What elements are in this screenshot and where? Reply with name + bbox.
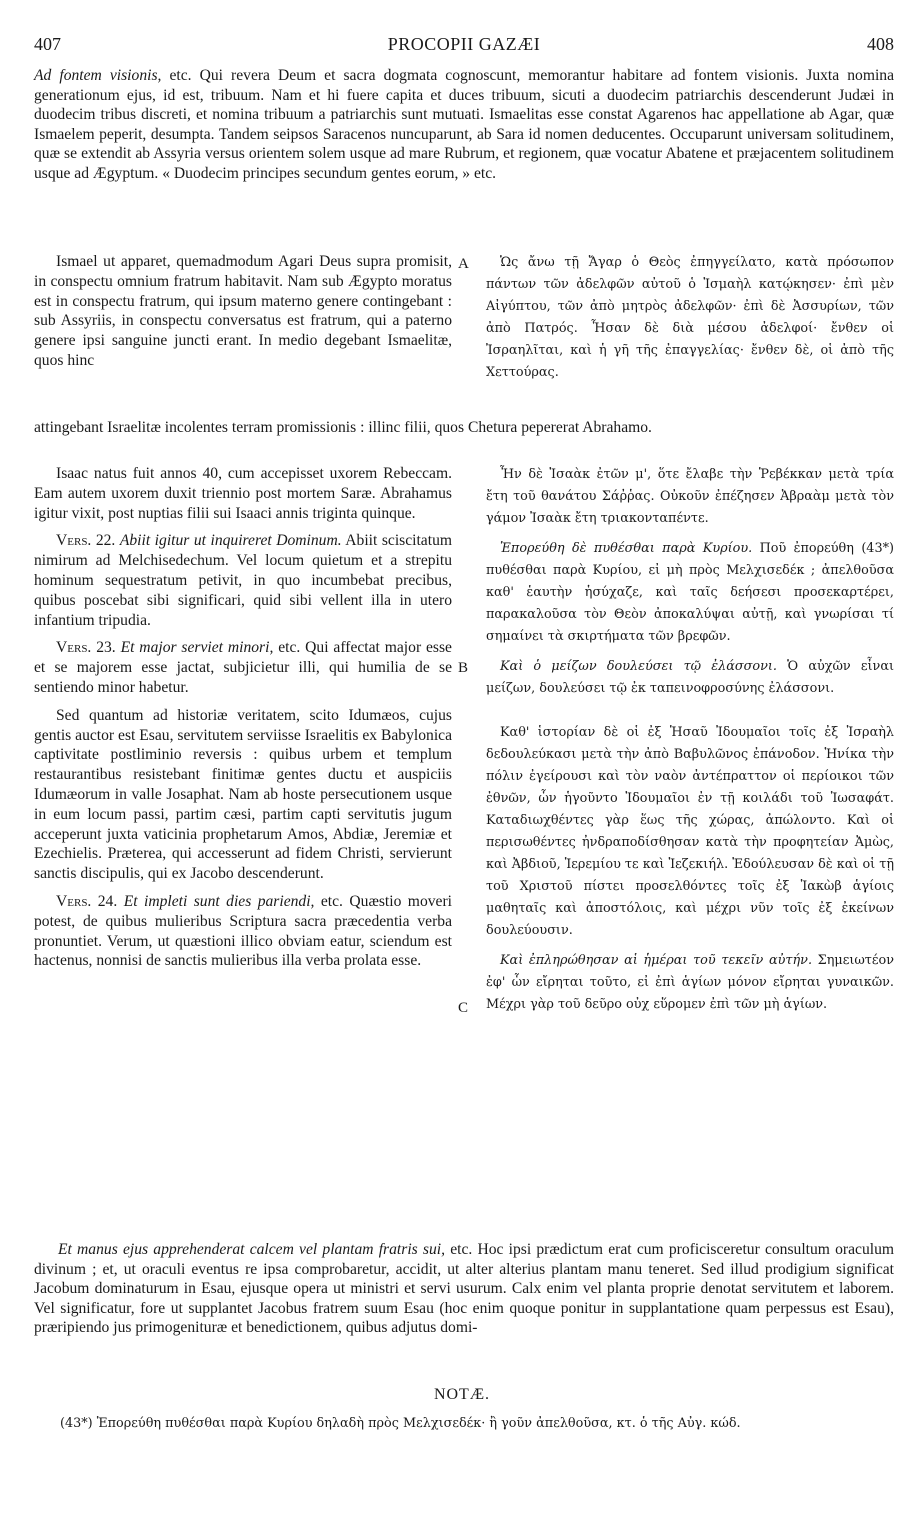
vers24-lemma: Et impleti sunt dies pariendi, <box>123 892 315 910</box>
vers24-text: etc. Quæstio moveri potest, de quibus mulieribus Scriptura sacra præcedentia verba pronuntiet. Verum, ut quæstioni illico obviam eatur, sciendum est hactenus, nonnisi de sanctis mulieribus illa verba prolata esse. <box>34 892 452 970</box>
notes-heading: NOTÆ. <box>433 1386 491 1403</box>
bottom-text: etc. Hoc ipsi prædictum erat cum proficisceretur consultum oraculum divinum ; et, ut oraculi eventus re ipsa comprobaretur, accidit, ut alter alterius plantam manu teneret. Sed illud prodigium significat Jacobum dominaturum in Esau, ejusque opera ut ministri et servi usurum. Calx enim vel planta proprie denotat servitutem et laborem. Vel significatur, fore ut supplantet Jacobus fratrem suum Esau (hoc enim quoque ponitur in supplantatione quam perpessus est Esau), præripiendo jus primogenituræ et benedictionem, quibus adjutus domi- <box>34 1241 895 1337</box>
latin-paragraph-isaac: Isaac natus fuit annos 40, cum accepisset uxorem Rebeccam. Eam autem uxorem duxit triennio post mortem Saræ. Abrahamus igitur vixit, post nuptias filii sui Isaaci annis triginta quinque. <box>34 465 452 522</box>
span-line: attingebant Israelitæ incolentes terram promissionis : illinc filii, quos Chetura pepererat Abrahamo. <box>34 419 652 436</box>
page-number-right: 408 <box>867 34 894 54</box>
latin-paragraph-vers22 <box>34 531 452 630</box>
greek-paragraph-isaac: Ἦν δὲ Ἰσαὰκ ἐτῶν μ', ὅτε ἔλαβε τὴν Ῥεβέκκαν μετὰ τρία ἔτη τοῦ θανάτου Σάῤῥας. Οὐκοῦν ἐπέζησεν Ἀβραὰμ μετὰ τὸν γάμον Ἰσαὰκ ἔτη τριακονταπέντε. <box>486 467 894 526</box>
bottom-paragraph-block <box>34 1240 894 1338</box>
margin-marker-a: A <box>458 256 469 272</box>
vers23-label: Vers. 23. <box>56 639 116 657</box>
vers22-lemma: Abiit igitur ut inquireret Dominum. <box>119 532 342 550</box>
latin-column-1 <box>34 252 452 379</box>
margin-marker-c: C <box>458 1000 469 1016</box>
greek-paragraph-historia: Καθ' ἱστορίαν δὲ οἱ ἐξ Ἡσαῦ Ἰδουμαῖοι τοῖς ἐξ Ἰσραὴλ δεδουλεύκασι μετὰ τὴν ἀπὸ Βαβυλῶνος ἐπάνοδον. Ἡνίκα τὴν πόλιν ἐγείρουσι καὶ τὸν ναὸν ἀντέπραττον οἱ περίοικοι τῶν ἐθνῶν, ὧν ἡγοῦντο Ἰδουμαῖοι ἐν τῇ κοιλάδι τοῦ Ἰωσαφάτ. Καταδιωχθέντες γὰρ ἕως τῆς χώρας, ἀπώλοντο. Καὶ οἱ περισωθέντες ἠνδραποδίσθησαν κατὰ τὴν προφητείαν Ἀμὼς, καὶ Ἀβδιοῦ, Ἱερεμίου τε καὶ Ἰεζεκιήλ. Ἐδούλευσαν δὲ καὶ οἱ τῇ τοῦ Χριστοῦ πίστει προσελθόντες τοῖς ἐξ Ἰακὼβ ἁγίοις μαθηταῖς καὶ ἀποστόλοις, καὶ μέχρι νῦν τοῖς ἐξ ἐκείνων δουλεύουσιν. <box>486 725 894 938</box>
vers23-text: etc. Qui affectat major esse et se majorem esse jactat, subjicietur illi, qui humilia de se sentiendo minor habetur. <box>34 639 452 696</box>
latin-paragraph-vers23 <box>34 638 452 697</box>
latin-column-2 <box>34 464 452 979</box>
top-lemma: Ad fontem visionis, <box>34 67 162 84</box>
vers24-label: Vers. 24. <box>56 892 118 910</box>
latin-paragraph-vers24 <box>34 892 452 971</box>
latin-paragraph-ismael: Ismael ut apparet, quemadmodum Agari Deus supra promisit, in conspectu omnium fratrum habitavit. Nam sub Ægypto moratus est in conspectu fratrum, qui ipsum materno genere contingebant : sub Assyriis, in conspectu conversatus est fratrum, qui a paterno genere ipsi sanguine juncti erant. In medio degebant Ismaelitæ, quos hinc <box>34 253 452 369</box>
greek-column-2 <box>486 464 894 1024</box>
bottom-paragraph <box>34 1240 894 1338</box>
running-title: PROCOPII GAZÆI <box>387 34 541 54</box>
greek-paragraph-eplerothesan <box>486 950 894 1016</box>
greek-lemma-meizon: Καὶ ὁ μείζων δουλεύσει τῷ ἐλάσσονι. <box>500 659 777 674</box>
top-text: etc. Qui revera Deum et sacra dogmata cognoscunt, memorantur habitare ad fontem visionis. Juxta nomina generationum ejus, id est, tribuum. Nam et hi fuere capita et duces tribuum, sicuti a duodecim patriarchis descenderunt Judæi in duodecim tribus discreti, et nomina tribuum a patriarchis sunt mutuati. Ismaelitas esse constat Agarenos hac appellatione ab Agar, quæ Ismaelem peperit, desumpta. Tandem seipsos Saracenos nuncuparunt, ab Sara id nomen deducentes. Occuparunt universam solitudinem, quæ se extendit ab Assyria versus orientem solem usque ad mare Rubrum, et regionem, quæ vocatur Abatene et præjacentem solitudinem usque ad Ægyptum. « Duodecim principes secundum gentes eorum, » etc. <box>34 67 895 182</box>
running-header <box>34 34 894 58</box>
top-paragraph-block <box>34 66 894 184</box>
vers22-label: Vers. 22. <box>56 532 116 550</box>
margin-marker-b: B <box>458 660 469 676</box>
greek-paragraph-agar: Ὡς ἄνω τῇ Ἄγαρ ὁ Θεὸς ἐπηγγείλατο, κατὰ πρόσωπον πάντων τῶν ἀδελφῶν αὐτοῦ ὁ Ἰσμαὴλ κατῴκησεν· ἐπὶ μὲν Αἰγύπτου, τῶν ἀπὸ μητρὸς ἀδελφῶν· ἐπὶ δὲ Ἀσσυρίων, τῶν ἀπὸ Πατρός. Ἦσαν δὲ διὰ μέσου ἀδελφοί· ἔνθεν οἱ Ἰσραηλῖται, καὶ ἡ γῆ τῆς ἐπαγγελίας· ἔνθεν δὲ, οἱ ἀπὸ τῆς Χεττούρας. <box>486 255 894 380</box>
vers23-lemma: Et major serviet minori, <box>120 639 274 657</box>
bottom-lemma: Et manus ejus apprehenderat calcem vel plantam fratris sui, <box>58 1241 446 1258</box>
greek-paragraph-meizon <box>486 656 894 700</box>
footnote-43: (43*) Ἐπορεύθη πυθέσθαι παρὰ Κυρίου δηλαδὴ πρὸς Μελχισεδέκ· ἢ γοῦν ἀπελθοῦσα, κτ. ὁ τῆς Αὐγ. κώδ. <box>60 1416 741 1431</box>
top-paragraph <box>34 66 894 184</box>
greek-text-meizon: Ὁ αὐχῶν εἶναι μείζων, δουλεύσει τῷ ἐκ ταπεινοφροσύνης ἐλάσσονι. <box>486 659 894 696</box>
page-number-left: 407 <box>34 34 61 54</box>
span-line-block <box>34 418 894 438</box>
greek-text-eplerothesan: Σημειωτέον ἐφ' ὧν εἴρηται τοῦτο, εἰ ἐπὶ ἁγίων μόνον εἴρηται γυναικῶν. Μέχρι γὰρ τοῦ δεῦρο οὐχ εὕρομεν ἐπὶ τῶν μὴ ἁγίων. <box>486 953 894 1012</box>
greek-lemma-eporeuthe: Ἐπορεύθη δὲ πυθέσθαι παρὰ Κυρίου. <box>500 541 753 556</box>
vers22-text: Abiit sciscitatum nimirum ad Melchisedechum. Vel locum quietum et a strepitu hominum sequestratum petivit, in quo incumbebat precibus, quibus poscebat sibi significari, quid sibi vellent illa in utero infantium tripudia. <box>34 532 452 629</box>
latin-paragraph-sed: Sed quantum ad historiæ veritatem, scito Idumæos, cujus gentis auctor est Esau, servitutem serviisse Israelitis ex Babylonica captivitate postliminio reversis : quibus urbem et templum restaurantibus resistebant finitimæ gentes ductu et auspiciis Idumæorum in valle Josaphat. Nam ab hoste persecutionem usque in eum locum passi, partim cæsi, partim capti servitutis jugum acceperunt juxta vaticinia prophetarum Amos, Abdiæ, Jeremiæ et Ezechielis. Præterea, qui accesserunt ad fidem Christi, servierunt sanctis discipulis, qui ex Jacobo descenderunt. <box>34 706 452 883</box>
greek-lemma-eplerothesan: Καὶ ἐπληρώθησαν αἱ ἡμέραι τοῦ τεκεῖν αὐτήν. <box>500 953 813 968</box>
greek-paragraph-eporeuthe <box>486 538 894 648</box>
greek-text-eporeuthe: Ποῦ ἐπορεύθη (43*) πυθέσθαι παρὰ Κυρίου, εἰ μὴ πρὸς Μελχισεδέκ ; ἀπελθοῦσα καθ' ἑαυτὴν ἡσύχαζε, καὶ ταῖς δεήσεσι προσεκαρτέρει, παρακαλοῦσα τὸν Θεὸν ἀποκαλύψαι αὐτῇ, καὶ γνωρίσαι τί σημαίνει τὰ σκιρτήματα τῶν βρεφῶν. <box>486 541 894 644</box>
greek-column-1 <box>486 252 894 392</box>
